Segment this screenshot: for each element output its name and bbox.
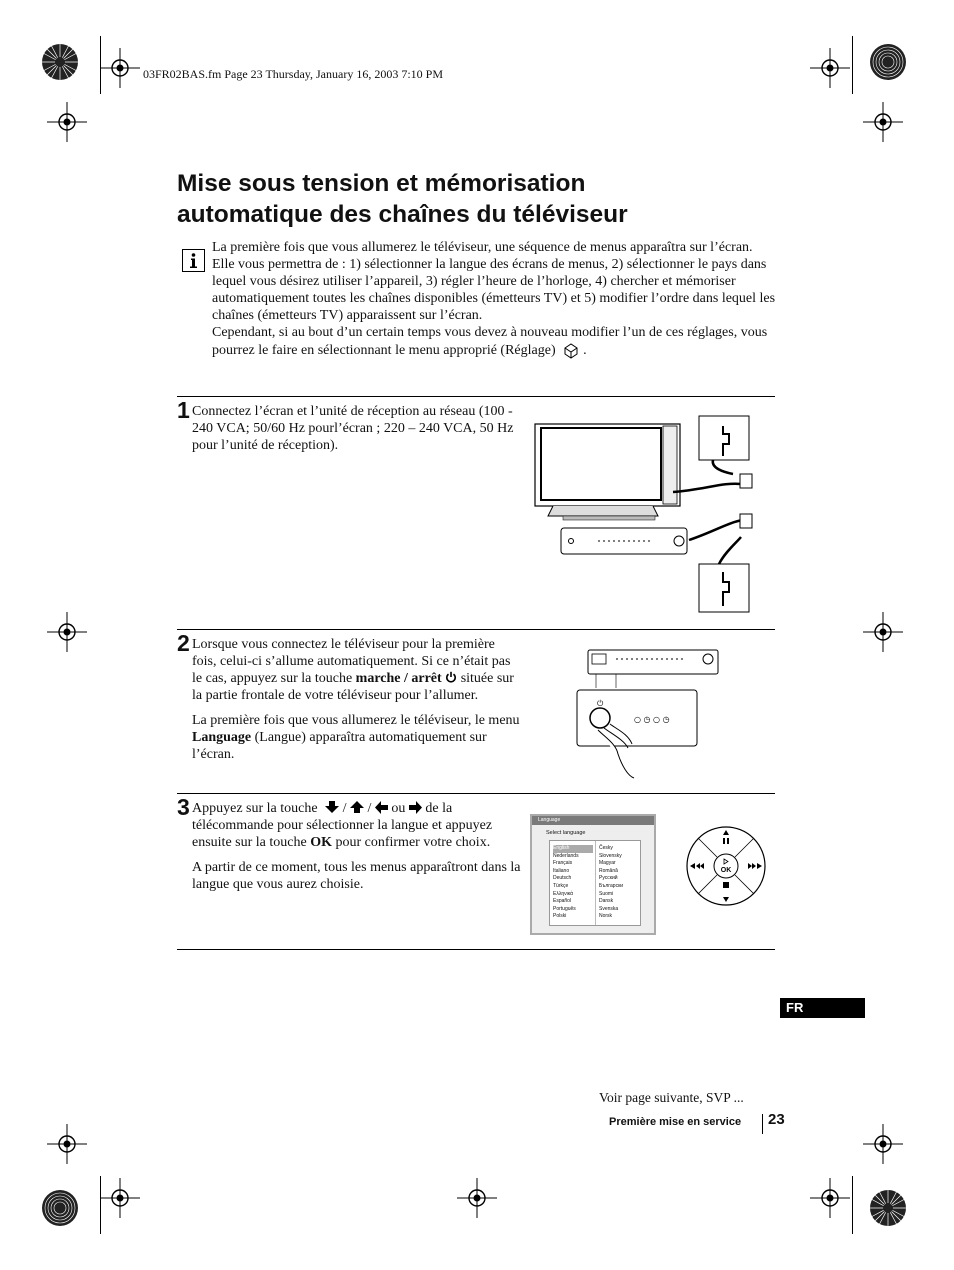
- registration-mark-bl: [100, 1178, 140, 1218]
- registration-mark-r2: [863, 612, 903, 652]
- language-item[interactable]: Dansk: [598, 898, 614, 905]
- power-button-illustration: [576, 648, 724, 780]
- footer-section-title: Première mise en service: [609, 1116, 742, 1128]
- remote-ok-label: OK: [720, 867, 732, 874]
- registration-mark-l2: [47, 612, 87, 652]
- registration-mark-l1: [47, 102, 87, 142]
- ok-key-label: OK: [310, 835, 332, 850]
- language-item[interactable]: Deutsch: [553, 875, 572, 882]
- registration-mark-bc: [457, 1178, 497, 1218]
- registration-mark-br: [810, 1178, 850, 1218]
- page-number: 23: [768, 1111, 785, 1128]
- arrow-down-icon: [325, 801, 339, 813]
- info-icon: [182, 249, 205, 272]
- language-item[interactable]: Suomi: [598, 890, 614, 897]
- crop-line: [100, 36, 101, 94]
- language-item[interactable]: Nederlands: [553, 852, 579, 859]
- language-item[interactable]: Svenska: [598, 905, 619, 912]
- registration-mark-tr: [810, 48, 850, 88]
- language-item[interactable]: Ελληνικά: [553, 890, 574, 897]
- power-key-label: marche / arrêt: [355, 671, 442, 686]
- divider: [177, 949, 775, 950]
- print-target-tl: [40, 42, 80, 82]
- svg-text:⏻: ⏻: [597, 699, 604, 708]
- step-3-text: Appuyez sur la touche / / ou de la télécommande pour sélectionner la langue et appuyez ensuite sur la touche OK pour confirmer votre choix. A partir de ce moment, tous les menus apparaîtront dans la langue que vous aurez choisie.: [192, 801, 521, 892]
- language-list: [549, 840, 641, 926]
- language-item[interactable]: Polski: [553, 913, 567, 920]
- page-title: [177, 168, 777, 230]
- language-item[interactable]: Română: [598, 867, 618, 874]
- arrow-left-icon: [375, 801, 388, 814]
- divider: [177, 629, 775, 630]
- crop-line: [100, 1176, 101, 1234]
- title-line-2: automatique des chaînes du téléviseur: [177, 201, 628, 228]
- step-2-number: 2: [177, 630, 190, 656]
- crop-line: [852, 1176, 853, 1234]
- step-1-text: Connectez l’écran et l’unité de réception au réseau (100 - 240 VCA; 50/60 Hz pourl’écran ; 220 – 240 VCA, 50 Hz pour l’unité de réception).: [192, 404, 514, 453]
- divider: [177, 793, 775, 794]
- language-item[interactable]: Русский: [598, 875, 618, 882]
- language-column-2: [595, 841, 640, 925]
- language-item-selected[interactable]: English: [553, 845, 593, 853]
- language-column-1: [550, 841, 595, 925]
- intro-text: [212, 239, 778, 359]
- menu-subtitle: Select language: [546, 830, 586, 836]
- intro-paragraph-1: La première fois que vous allumerez le téléviseur, une séquence de menus apparaîtra sur l’écran. Elle vous permettra de : 1) sélectionner la langue des écrans de menus, 2) sélectionner le pays dans lequel vous désirez utiliser l’appareil, 3) régler l’heure de l’horloge, 4) chercher et mémoriser automatiquement toutes les chaînes disponibles (émetteurs TV) et 5) modifier l’ordre dans lequel les chaînes (émetteurs TV) apparaissent sur l’écran.: [212, 240, 776, 323]
- next-page-note: Voir page suivante, SVP ...: [599, 1090, 744, 1105]
- registration-mark-r1: [863, 102, 903, 142]
- crop-line: [852, 36, 853, 94]
- language-tab: FR: [780, 998, 865, 1018]
- arrow-right-icon: [409, 801, 422, 814]
- language-item[interactable]: Türkçe: [553, 882, 569, 889]
- language-item[interactable]: Português: [553, 905, 576, 912]
- step-2-text: Lorsque vous connectez le téléviseur pour la première fois, celui-ci s’allume automatiquement. Si ce n’était pas le cas, appuyez sur la touche marche / arrêt située sur la partie frontale de votre téléviseur pour l’allumer. La première fois que vous allumerez le téléviseur, le menu Language (Langue) apparaîtra automatiquement sur l’écran.: [192, 637, 520, 762]
- language-menu-label: Language: [192, 730, 252, 745]
- print-target-tr: [868, 42, 908, 82]
- divider: [177, 396, 775, 397]
- language-item[interactable]: Español: [553, 898, 572, 905]
- registration-mark-l3: [47, 1124, 87, 1164]
- svg-text:○ ◷ ○ ◷: ○ ◷ ○ ◷: [634, 715, 670, 724]
- language-item[interactable]: Français: [553, 860, 573, 867]
- language-item[interactable]: Česky: [598, 845, 613, 851]
- print-target-bl: [40, 1188, 80, 1228]
- registration-mark-tl: [100, 48, 140, 88]
- language-item[interactable]: Slovensky: [598, 852, 622, 859]
- arrow-up-icon: [350, 801, 364, 813]
- setup-menu-icon: [562, 341, 580, 359]
- power-icon: [445, 671, 457, 683]
- language-item[interactable]: Italiano: [553, 867, 570, 874]
- language-item[interactable]: Български: [598, 882, 624, 889]
- print-target-br: [868, 1188, 908, 1228]
- footer-divider: [762, 1114, 763, 1134]
- language-item[interactable]: Magyar: [598, 860, 616, 867]
- remote-navigation-pad: [686, 826, 766, 906]
- file-header: 03FR02BAS.fm Page 23 Thursday, January 16, 2003 7:10 PM: [143, 67, 443, 81]
- tv-connection-illustration: [533, 412, 755, 618]
- menu-title: Language: [532, 816, 654, 825]
- language-item[interactable]: Norsk: [598, 913, 613, 920]
- title-line-1: Mise sous tension et mémorisation: [177, 170, 586, 197]
- language-menu-screenshot: [530, 814, 656, 935]
- registration-mark-r3: [863, 1124, 903, 1164]
- step-1-number: 1: [177, 397, 190, 423]
- intro-paragraph-2: Cependant, si au bout d’un certain temps vous devez à nouveau modifier l’un de ces réglages, vous pourrez le faire en sélectionnant le menu approprié (Réglage) .: [212, 325, 768, 358]
- step-3-number: 3: [177, 794, 190, 820]
